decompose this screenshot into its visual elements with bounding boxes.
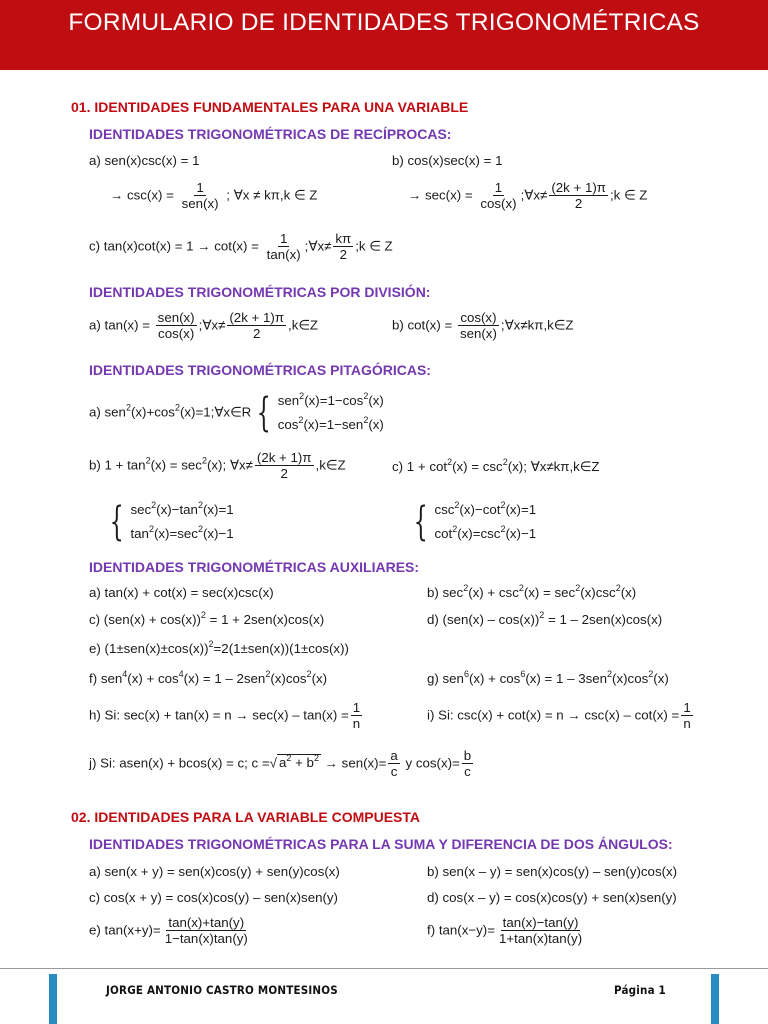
identity-aux-h: h) Si: sec(x) + tan(x) = n → sec(x) – tan(x) = $\frac{1}{n}$ bbox=[89, 700, 361, 732]
subheading-suma-diferencia: IDENTIDADES TRIGONOMÉTRICAS PARA LA SUMA Y DIFERENCIA DE DOS ÁNGULOS: bbox=[89, 836, 673, 852]
identity-suma-b: b) sen(x – y) = sen(x)cos(y) – sen(y)cos(x) bbox=[427, 864, 678, 879]
identity-division-b: b) cot(x) = $\frac{\cos(x)}{\text{sen(x)}}$ ;∀x≠kπ,k∈Z bbox=[392, 310, 574, 342]
identity-aux-b: b) $\sec^2(x) + \csc^2(x) = \sec^2(x)\csc^2(x)$ bbox=[427, 583, 637, 600]
identity-pitagoricas-c: c) $1 + \cot^2(x) = \csc^2(x)$; ∀x≠kπ,k∈Z bbox=[392, 457, 600, 474]
page-title: FORMULARIO DE IDENTIDADES TRIGONOMÉTRICAS bbox=[68, 9, 700, 36]
footer-divider bbox=[0, 968, 768, 969]
identity-recip-a: a) sen(x)csc(x) = 1 bbox=[89, 153, 200, 168]
footer-right-stripe bbox=[711, 974, 719, 1024]
identity-division-a: a) tan(x) = $\frac{\text{sen(x)}}{\cos(x)}$ ;∀x≠ $\frac{(2k + 1)\pi}{2}$ ,k∈Z bbox=[89, 310, 319, 342]
identity-suma-e: e) tan(x+y)= $\frac{\tan(x)+\tan(y)}{1-\tan(x)\tan(y)}$ bbox=[89, 915, 248, 947]
identity-recip-b-sec: → sec(x) = $\frac{1}{\cos(x)}$ ;∀x≠ $\frac{(2k + 1)\pi}{2}$ ;k ∈ Z bbox=[408, 180, 648, 212]
section-heading-fundamentales: 01. IDENTIDADES FUNDAMENTALES PARA UNA VARIABLE bbox=[71, 99, 469, 115]
identity-suma-f: f) tan(x−y)= $\frac{\tan(x)-\tan(y)}{1+\tan(x)\tan(y)}$ bbox=[427, 915, 583, 947]
identity-recip-b: b) cos(x)sec(x) = 1 bbox=[392, 153, 503, 168]
footer-page-number: Página 1 bbox=[614, 983, 666, 997]
identity-pitagoricas-c-system: { $\csc^2(x)-\cot^2(x)=1$ $\cot^2(x)=\csc^2(x)-1$ bbox=[413, 499, 537, 545]
identity-aux-j: j) Si: asen(x) + bcos(x) = c; c =√ $a^2 + b^2 \to sen(x)=$ $\frac{a}{c}$ y cos(x)= $\frac{b}{c}$ bbox=[89, 748, 472, 780]
subheading-pitagoricas: IDENTIDADES TRIGONOMÉTRICAS PITAGÓRICAS: bbox=[89, 362, 431, 378]
identity-pitagoricas-a: a) $sen^2(x)+\cos^2(x)=1;\forall x\in R$ { $sen^2(x)=1-\cos^2(x)$ $\cos^2(x)=1-sen^2(x)$ bbox=[89, 390, 384, 436]
identity-suma-a: a) sen(x + y) = sen(x)cos(y) + sen(y)cos(x) bbox=[89, 864, 340, 879]
footer-author: JORGE ANTONIO CASTRO MONTESINOS bbox=[106, 983, 338, 997]
identity-aux-a: a) tan(x) + cot(x) = sec(x)csc(x) bbox=[89, 585, 274, 600]
identity-suma-d: d) cos(x – y) = cos(x)cos(y) + sen(x)sen(y) bbox=[427, 890, 677, 905]
section-heading-compuesta: 02. IDENTIDADES PARA LA VARIABLE COMPUESTA bbox=[71, 809, 420, 825]
identity-pitagoricas-b-system: { $\sec^2(x)-\tan^2(x)=1$ $\tan^2(x)=\sec^2(x)-1$ bbox=[109, 499, 234, 545]
identity-pitagoricas-b: b) $1 + \tan^2(x) = \sec^2(x)$; ∀x≠ $\frac{(2k + 1)\pi}{2}$ ,k∈Z bbox=[89, 450, 346, 482]
identity-aux-f: f) $sen^4(x) + \cos^4(x) = 1 - 2sen^2(x)\cos^2(x)$ bbox=[89, 669, 328, 686]
subheading-division: IDENTIDADES TRIGONOMÉTRICAS POR DIVISIÓN: bbox=[89, 284, 431, 300]
identity-aux-i: i) Si: csc(x) + cot(x) = n → csc(x) – cot(x) = $\frac{1}{n}$ bbox=[427, 700, 691, 732]
identity-aux-e: e) $(1\pm sen(x)\pm\cos(x))^2=2(1\pm sen(x))(1\pm\cos(x))$ bbox=[89, 639, 349, 656]
identity-aux-d: d) (sen(x) – cos(x))$^2$ = 1 – 2sen(x)cos(x) bbox=[427, 610, 663, 627]
footer-left-stripe bbox=[49, 974, 57, 1024]
identity-suma-c: c) cos(x + y) = cos(x)cos(y) – sen(x)sen(y) bbox=[89, 890, 338, 905]
identity-recip-c: c) tan(x)cot(x) = 1 → cot(x) = $\frac{1}{\tan(x)}$ ;∀x≠ $\frac{k\pi}{2}$ ;k ∈ Z bbox=[89, 231, 393, 263]
title-banner bbox=[0, 0, 768, 70]
subheading-reciprocas: IDENTIDADES TRIGONOMÉTRICAS DE RECÍPROCAS: bbox=[89, 126, 452, 142]
subheading-auxiliares: IDENTIDADES TRIGONOMÉTRICAS AUXILIARES: bbox=[89, 559, 420, 575]
identity-aux-g: g) $sen^6(x) + \cos^6(x) = 1 - 3sen^2(x)\cos^2(x)$ bbox=[427, 669, 669, 686]
identity-recip-a-csc: → csc(x) = $\frac{1}{\text{sen(x)}}$ ; ∀x ≠ kπ,k ∈ Z bbox=[110, 180, 318, 212]
identity-aux-c: c) $(sen(x) + \cos(x))^2 = 1 + 2sen(x)\cos(x)$ bbox=[89, 610, 325, 627]
